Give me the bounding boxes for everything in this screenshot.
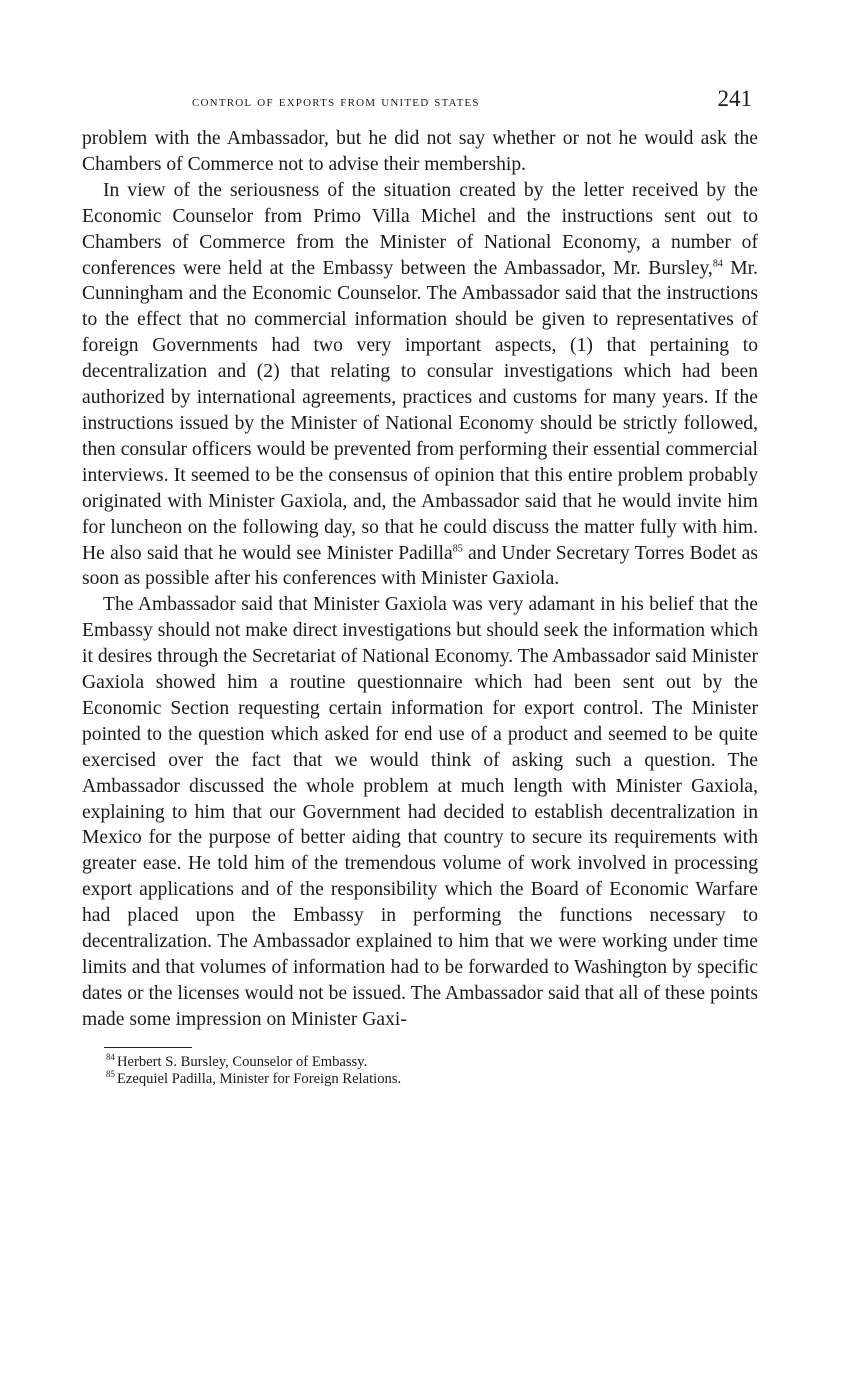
footnote-ref-84: 84	[712, 258, 723, 270]
paragraph-3-text: The Ambassador said that Minister Gaxiola was very adamant in his belief that the Embassy should not make direct investigations but should seek the information which it desires through the Secretariat of National Economy. The Ambassador said Minister Gaxiola showed him a routine questionnaire which had been sent out by the Economic Section requesting certain information for export control. The Minister pointed to the question which asked for end use of a product and seemed to be quite exercised over the fact that we would think of asking such a question. The Ambassador discussed the whole problem at much length with Minister Gaxiola, explaining to him that our Government had decided to establish decentralization in Mexico for the purpose of better aiding that country to secure its requirements with greater ease. He told him of the tremendous volume of work involved in processing export applications and of the responsibility which the Board of Economic Warfare had placed upon the Embassy in performing the functions necessary to decentralization. The Ambassador explained to him that we were working under time limits and that volumes of information had to be forwarded to Washington by specific dates or the licenses would not be issued. The Ambassador said that all of these points made some impression on Minister Gaxi-	[82, 594, 758, 1030]
body-text	[82, 126, 758, 1033]
footnote-text-85: Ezequiel Padilla, Minister for Foreign Relations.	[117, 1070, 402, 1087]
footnote-number-84: 84	[106, 1052, 115, 1063]
running-head	[82, 86, 758, 126]
paragraph-2-text-a: In view of the seriousness of the situation created by the letter received by the Economic Counselor from Primo Villa Michel and the instructions sent out to Chambers of Commerce from the Minister of National Economy, a number of conferences were held at the Embassy between the Ambassador, Mr. Bursley,	[82, 179, 758, 279]
paragraph-1-text: problem with the Ambassador, but he did not say whether or not he would ask the Chambers of Commerce not to advise their membership.	[82, 128, 758, 175]
paragraph-1	[82, 126, 758, 178]
paragraph-2-text-b: Mr. Cunningham and the Economic Counselor. The Ambassador said that the instructions to the effect that no commercial information should be given to representatives of foreign Governments had two very important aspects, (1) that pertaining to decentralization and (2) that relating to consular investigations which had been authorized by international agreements, practices and customs for many years. If the instructions issued by the Minister of National Economy should be strictly followed, then consular officers would be prevented from performing their essential commercial interviews. It seemed to be the consensus of opinion that this entire problem probably originated with Minister Gaxiola, and, the Ambassador said that he would invite him for luncheon on the following day, so that he could discuss the matter fully with him. He also said that he would see Minister Padilla	[82, 257, 759, 564]
footnote-divider	[104, 1047, 192, 1048]
page-number: 241	[717, 86, 752, 111]
running-title: control of exports from united states	[192, 94, 480, 110]
footnote-ref-85: 85	[452, 543, 463, 554]
footnote-84	[82, 1054, 758, 1071]
footnote-text-84: Herbert S. Bursley, Counselor of Embassy.	[117, 1053, 368, 1070]
footnote-85	[82, 1071, 758, 1088]
footnotes	[82, 1054, 758, 1088]
footnote-number-85: 85	[106, 1069, 115, 1080]
page	[82, 86, 758, 1088]
paragraph-2-text-c: and Under Secretary Torres Bodet as soon as possible after his conferences with Minister Gaxiola.	[82, 542, 758, 590]
paragraph-2	[82, 178, 758, 593]
paragraph-3	[82, 592, 758, 1032]
